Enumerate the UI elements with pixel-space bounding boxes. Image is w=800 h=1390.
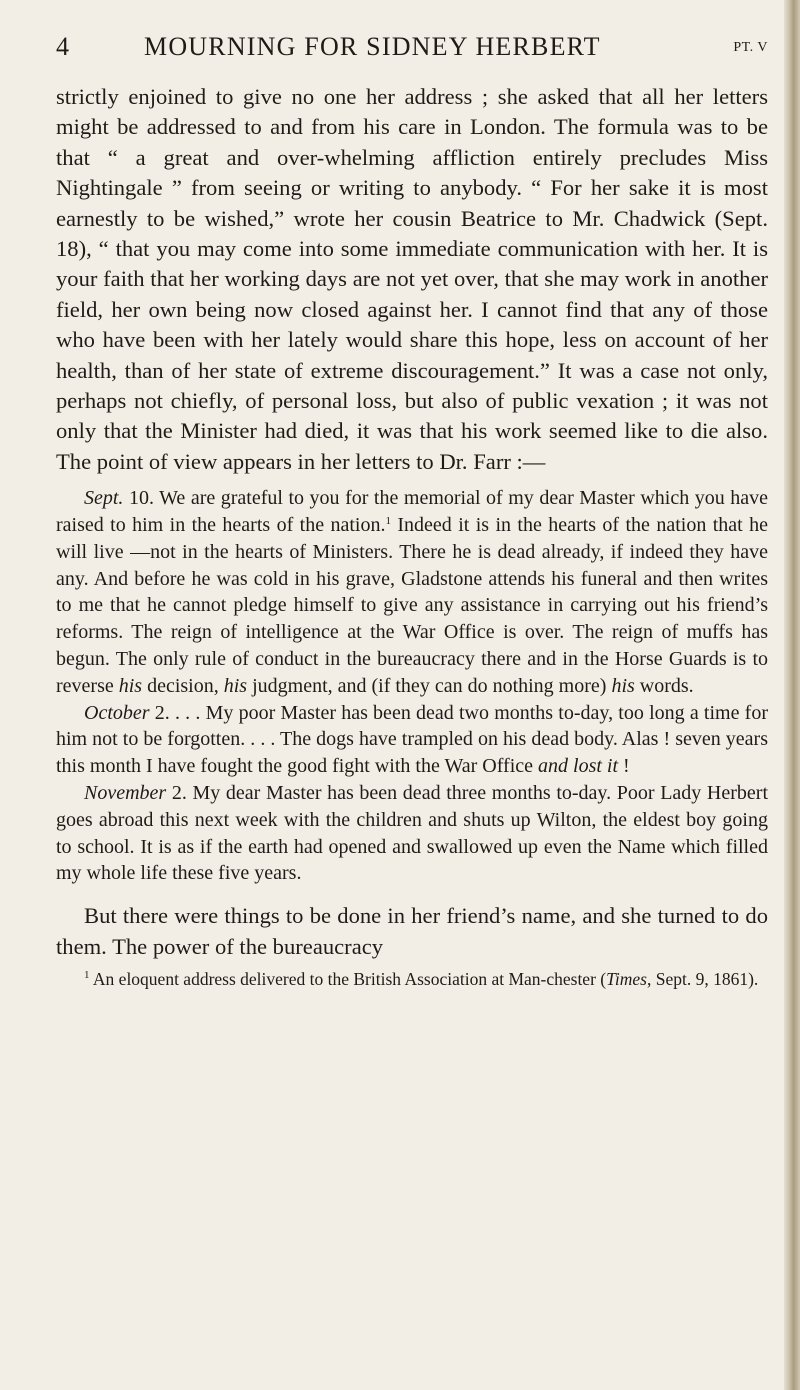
footnote-text: , Sept. 9, 1861).: [646, 969, 759, 990]
letter-text: We are grateful to you for the memorial of my dear Master which you have raised to him in the hearts of the nation.: [56, 487, 768, 537]
letter-text: words.: [634, 674, 694, 697]
emphasis: his: [118, 674, 143, 697]
letter-text: Indeed it is in the hearts of the nation that he will live —not in the hearts of Ministers. There he is dead already, if indeed they have any. And before he was cold in his grave, Gladstone attends his funeral and then writes to me that he cannot pledge himself to give any assistance in carrying out his friend’s reforms. The reign of intelligence at the War Office is over. The reign of muffs has begun. The only rule of conduct in the bureaucracy there and in the Horse Guards is to reverse: [56, 514, 768, 697]
letter-november: [56, 780, 768, 887]
running-title: MOURNING FOR SIDNEY HERBERT: [144, 32, 601, 61]
letter-text: judgment, and (if they can do nothing more): [247, 674, 612, 697]
page-header: [56, 30, 768, 72]
letter-text: 2. My dear Master has been dead three months to-day. Poor Lady Herbert goes abroad this next week with the children and shuts up Wilton, the eldest boy going to school. It is as if the earth had opened and swallowed up even the Name which filled my whole life these five years.: [56, 782, 768, 885]
page-number: 4: [56, 32, 69, 61]
part-label: PT. V: [733, 40, 768, 55]
continuation-paragraph: But there were things to be done in her friend’s name, and she turned to do them. The power of the bureaucracy: [56, 903, 768, 959]
footnote-source: Times: [606, 969, 647, 990]
page-body: [56, 82, 768, 990]
quoted-letters: [56, 485, 768, 887]
page-edge-shadow: [784, 0, 800, 1390]
footnote-marker: 1: [84, 969, 90, 982]
letter-day: 10.: [123, 487, 160, 510]
emphasis: and lost it: [538, 755, 619, 778]
letter-date: October: [84, 701, 150, 724]
letter-sept: [56, 485, 768, 699]
letter-text: 2. . . . My poor Master has been dead two months to-day, too long a time for him not to be forgotten. . . . The dogs have trampled on his dead body. Alas ! seven years this month I have fought the good fight with the War Office: [56, 701, 768, 778]
emphasis: his: [223, 674, 248, 697]
footnote: [56, 968, 768, 990]
letter-text: !: [618, 755, 630, 778]
footnote-ref[interactable]: 1: [385, 515, 391, 528]
letter-date: November: [84, 782, 167, 805]
emphasis: his: [611, 674, 635, 697]
footnote-text: An eloquent address delivered to the British Association at Man-chester (: [89, 969, 607, 990]
letter-october: [56, 700, 768, 780]
letter-date: Sept.: [84, 487, 124, 510]
letter-text: decision,: [142, 674, 224, 697]
body-paragraph: strictly enjoined to give no one her address ; she asked that all her letters might be addressed to and from his care in London. The formula was to be that “ a great and over-whelming affliction entirely precludes Miss Nightingale ” from seeing or writing to anybody. “ For her sake it is most earnestly to be wished,” wrote her cousin Beatrice to Mr. Chadwick (Sept. 18), “ that you may come into some immediate communication with her. It is your faith that her working days are not yet over, that she may work in another field, her own being now closed against her. I cannot find that any of those who have been with her lately would share this hope, less on account of her health, than of her state of extreme discouragement.” It was a case not only, perhaps not chiefly, of personal loss, but also of public vexation ; it was not only that the Minister had died, it was that his work seemed like to die also. The point of view appears in her letters to Dr. Farr :—: [56, 84, 768, 474]
